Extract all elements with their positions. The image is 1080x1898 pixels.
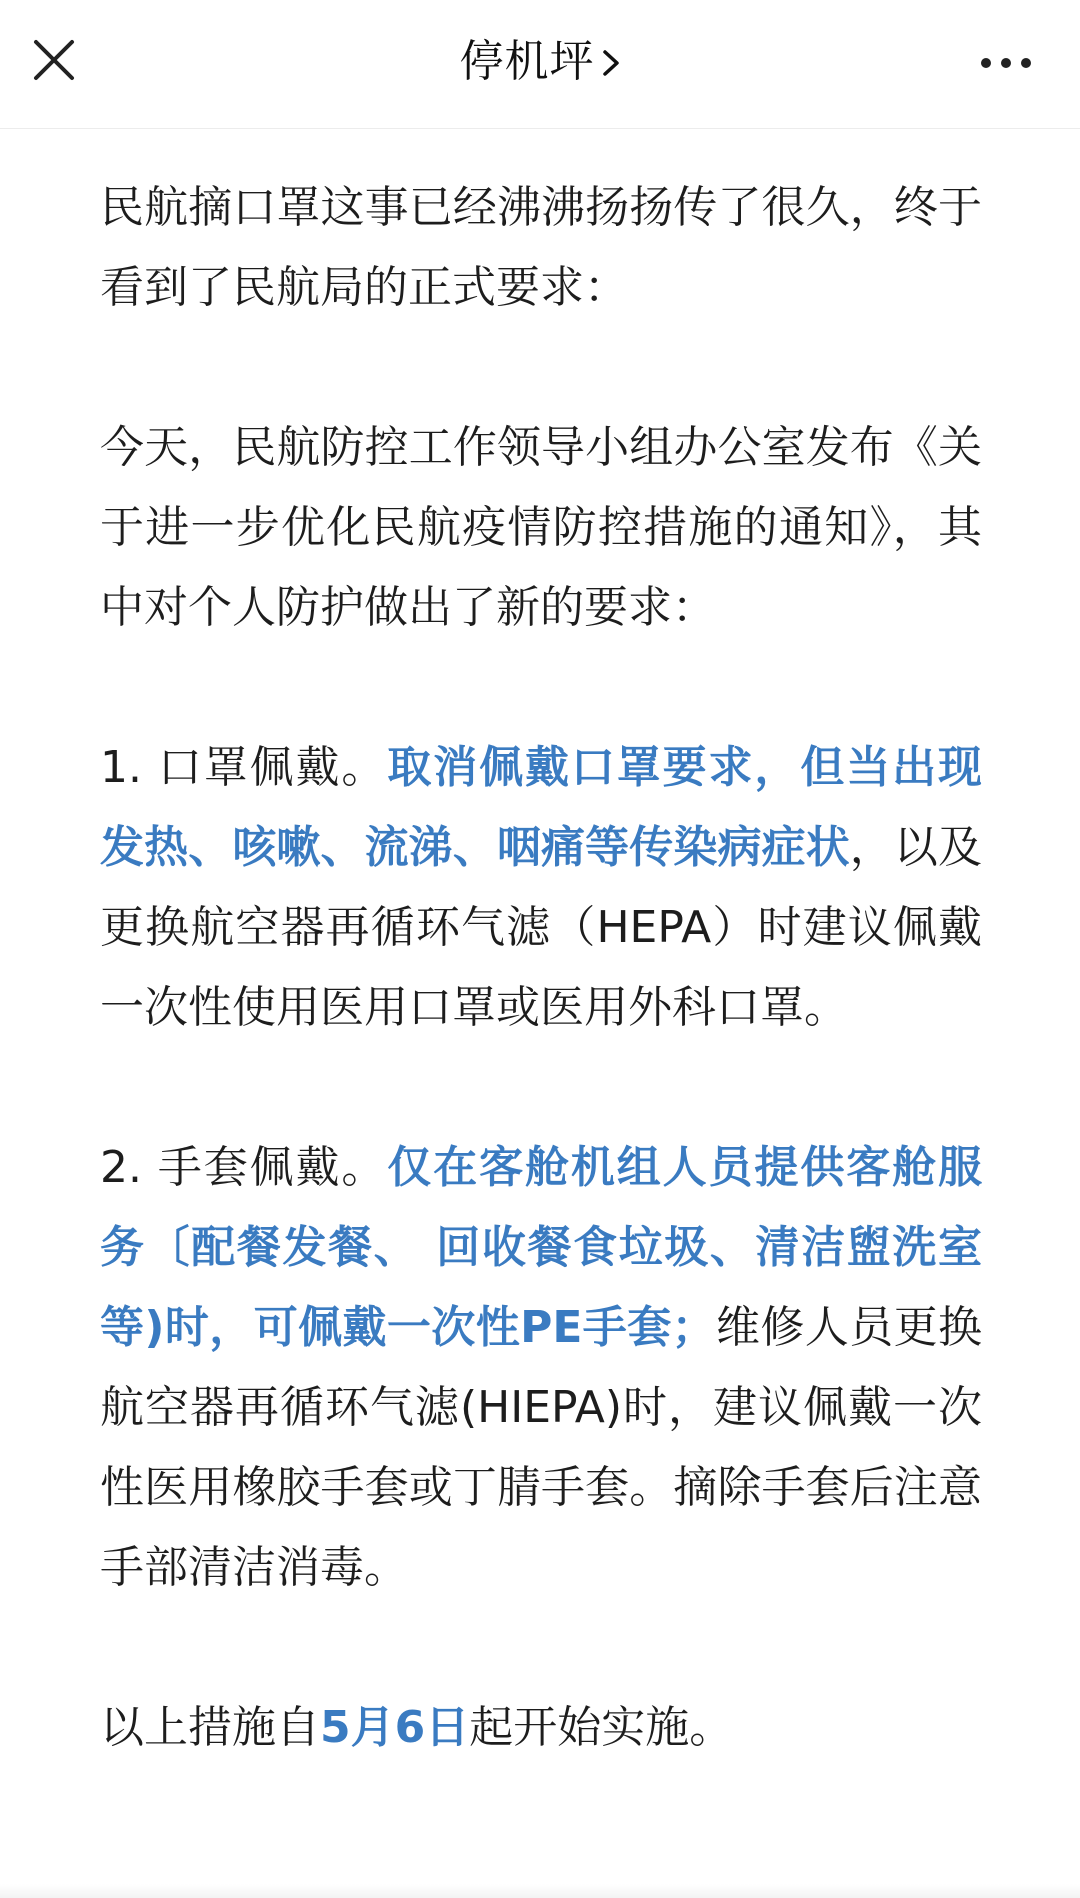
mask-rule-heading: 1. 口罩佩戴。 [100, 742, 388, 793]
page-title: 停机坪 [459, 36, 595, 87]
paragraph-glove-rule [100, 1128, 982, 1608]
top-navigation-bar [0, 0, 1080, 129]
bottom-edge [0, 1884, 1080, 1898]
more-button[interactable] [976, 48, 1036, 78]
paragraph-intro [100, 168, 982, 328]
article-body [100, 168, 982, 1768]
effective-date-highlight: 5月6日 [320, 1702, 470, 1753]
more-dots-icon [976, 48, 1036, 78]
paragraph-mask-rule [100, 728, 982, 1048]
glove-rule-heading: 2. 手套佩戴。 [100, 1142, 388, 1193]
paragraph-notice-text: 今天，民航防控工作领导小组办公室发布《关于进一步优化民航疫情防控措施的通知》，其中对个人防护做出了新的要求： [100, 422, 982, 633]
paragraph-effective-date [100, 1688, 982, 1768]
chevron-right-icon [601, 36, 621, 92]
paragraph-notice [100, 408, 982, 648]
paragraph-intro-text: 民航摘口罩这事已经沸沸扬扬传了很久，终于看到了民航局的正式要求： [100, 182, 982, 313]
glove-rule-detail: 维修人员更换航空器再循环气滤(HIEPA)时，建议佩戴一次性医用橡胶手套或丁腈手套。摘除手套后注意手部清洁消毒。 [100, 1302, 983, 1593]
mask-rule-detail: ，以及更换航空器再循环气滤（HEPA）时建议佩戴一次性使用医用口罩或医用外科口罩。 [100, 822, 983, 1033]
effective-date-suffix: 起开始实施。 [469, 1702, 734, 1753]
effective-date-prefix: 以上措施自 [100, 1702, 320, 1753]
mask-rule-highlight: 取消佩戴口罩要求，但当出现发热、咳嗽、流涕、咽痛等传染病症状 [100, 742, 982, 873]
page-title-link[interactable] [0, 34, 1080, 92]
glove-rule-highlight: 仅在客舱机组人员提供客舱服务〔配餐发餐、 回收餐食垃圾、清洁盥洗室等)时，可佩戴一次性PE手套； [100, 1142, 982, 1353]
